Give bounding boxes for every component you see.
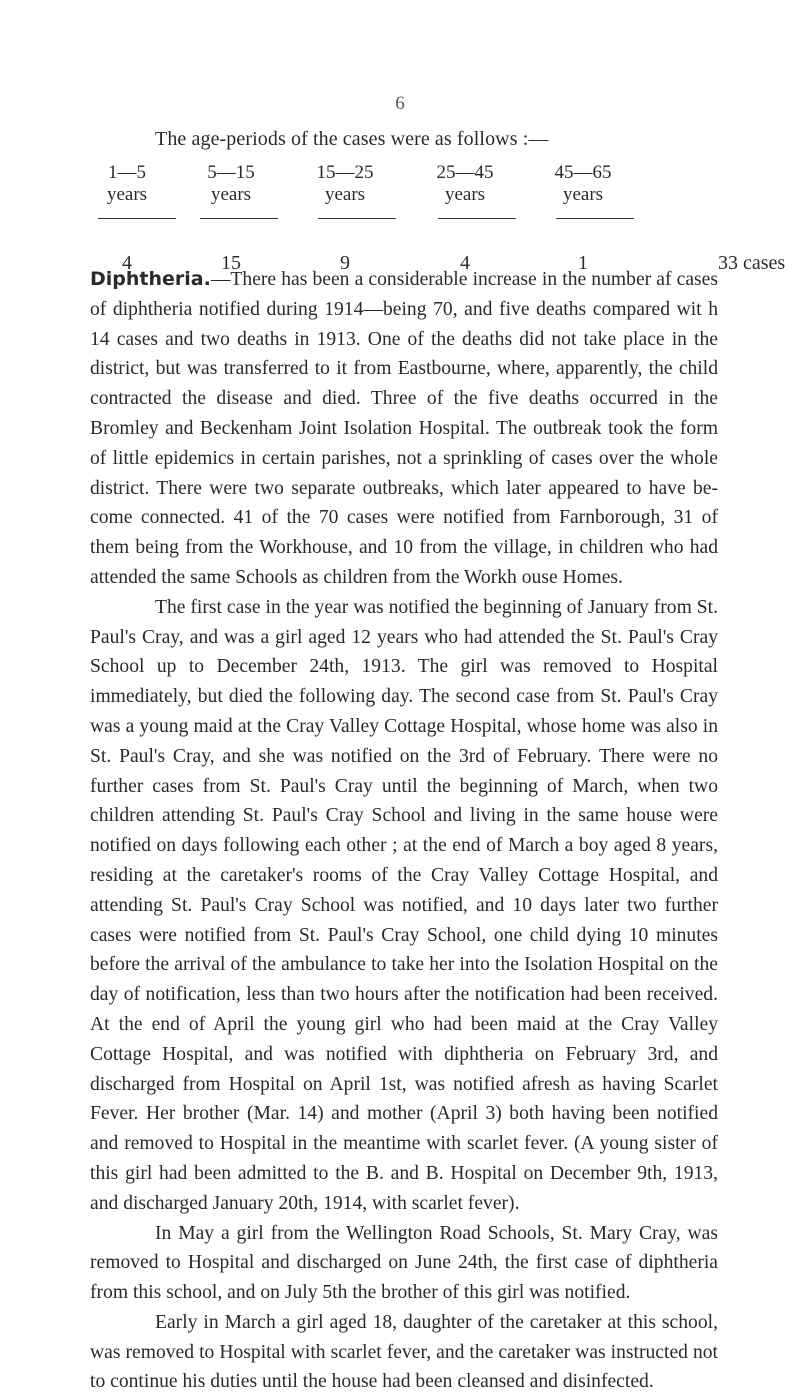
age-unit: years — [106, 184, 148, 205]
paragraph-text: —There has been a considerable increase in the number af cases of diphtheria notified during 1914—being 70, and five deaths compared wit h 14 cases and two deaths in 1913. One of the deaths did not take place in the district, but was transferred to it from Eastbourne, where, apparently, the child contracted the disease and died. Three of the five deaths occurred in the Bromley and Beckenham Joint Isolation Hospital. The outbreak took the form of little epidemics in certain parishes, not a sprinkling of cases over the whole district. There were two separate outbreaks, which later appeared to have become connected. 41 of the 70 cases were notified from Farnborough, 31 of them being from the Workhouse, and 10 from the village, in children who had attended the same Schools as children from the Workh ouse Homes. — [90, 269, 718, 588]
age-column-3 — [290, 162, 400, 206]
age-unit: years — [210, 184, 252, 205]
age-unit: years — [562, 184, 604, 205]
age-column-1 — [72, 162, 182, 206]
age-unit: years — [324, 184, 366, 205]
column-rule — [200, 218, 278, 219]
age-range: 15—25 — [316, 162, 374, 183]
total-cases — [718, 252, 785, 275]
age-column-5 — [528, 162, 638, 206]
total-unit: cases — [743, 252, 786, 274]
intro-line: The age-periods of the cases were as follows :— — [155, 128, 549, 150]
paragraph: In May a girl from the Wellington Road Schools, St. Mary Cray, was removed to Hospital and discharged on June 24th, the first case of diphtheria from this school, and on July 5th the brother of this girl was notified. — [90, 1222, 718, 1304]
age-range: 25—45 — [436, 162, 494, 183]
section-heading: Diphtheria. — [90, 268, 211, 290]
age-column-4 — [410, 162, 520, 206]
age-count: 15 — [221, 252, 241, 274]
age-column-2 — [176, 162, 286, 206]
column-rule — [98, 218, 176, 219]
column-rule — [318, 218, 396, 219]
age-range: 5—15 — [207, 162, 255, 183]
age-unit: years — [444, 184, 486, 205]
age-range: 45—65 — [554, 162, 612, 183]
age-range: 1—5 — [108, 162, 146, 183]
age-count: 1 — [578, 252, 588, 274]
column-rule — [438, 218, 516, 219]
page-number: 6 — [395, 93, 405, 114]
paragraph: Early in March a girl aged 18, daughter of the caretaker at this school, was removed to Hospital with scarlet fever, and the caretaker was instructed not to continue his duties until the house had been cleansed and disinfected. — [90, 1311, 718, 1393]
paragraph: The first case in the year was notified the beginning of January from St. Paul's Cray, and was a girl aged 12 years who had attended the St. Paul's Cray School up to December 24th, 1913. The girl was removed to Hospital immediately, but died the following day. The second case from St. Paul's Cray was a young maid at the Cray Valley Cottage Hospital, whose home was also in St. Paul's Cray, and she was notified on the 3rd of February. There were no further cases from St. Paul's Cray until the beginning of March, when two children attending St. Paul's Cray School and living in the same house were notified on days following each other ; at the end of March a boy aged 8 years, residing at the caretaker's rooms of the Cray Valley Cottage Hospital, and attending St. Paul's Cray School was notified, and 10 days later two further cases were notified from St. Paul's Cray School, one child dying 10 minutes before the arrival of the ambulance to take her into the Isolation Hospital on the day of notification, less than two hours after the notification had been received. At the end of April the young girl who had been maid at the Cray Valley Cottage Hospital, and was notified with diphtheria on February 3rd, and discharged from Hospital on April 1st, was notified afresh as having Scarlet Fever. Her brother (Mar. 14) and mother (April 3) both having been notified and removed to Hospital in the meantime with scarlet fever. (A young sister of this girl had been admitted to the B. and B. Hospital on December 9th, 1913, and discharged January 20th, 1914, with scarlet fever). — [90, 596, 718, 1214]
age-count: 4 — [122, 252, 132, 274]
body-text — [90, 265, 718, 1397]
total-count: 33 — [718, 252, 738, 274]
column-rule — [556, 218, 634, 219]
age-count: 9 — [340, 252, 350, 274]
age-count: 4 — [460, 252, 470, 274]
paragraph — [90, 265, 718, 593]
